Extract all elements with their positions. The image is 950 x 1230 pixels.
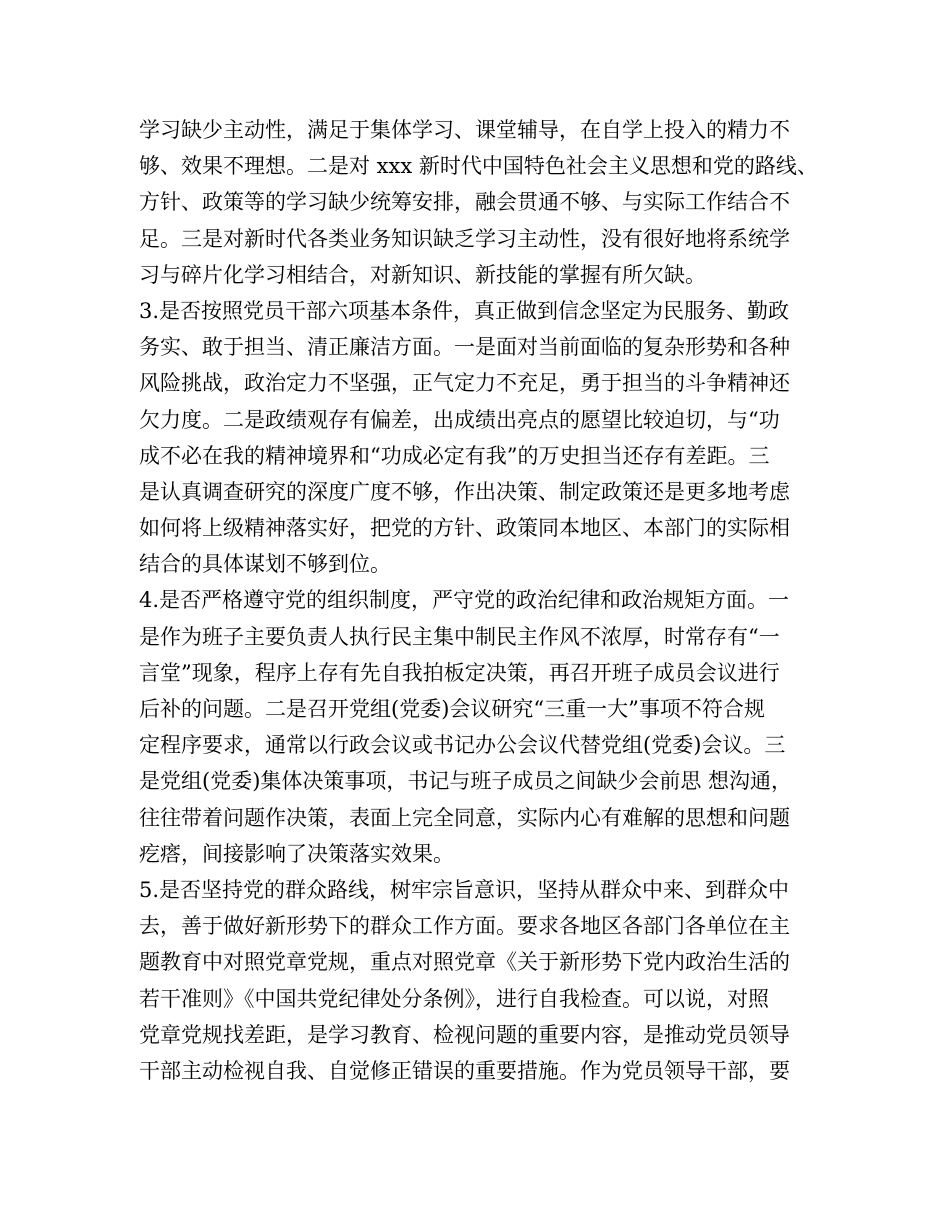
text-line: 成不必在我的精神境界和“功成必定有我”的万史担当还存有差距。三	[139, 443, 770, 468]
text-line: 是党组(党委)集体决策事项，书记与班子成员之间缺少会前思 想沟通，	[139, 769, 793, 794]
text-line: 定程序要求，通常以行政会议或书记办公会议代替党组(党委)会议。三	[139, 733, 786, 758]
text-line: 方针、政策等的学习缺少统筹安排，融会贯通不够、与实际工作结合不	[139, 190, 790, 215]
text-line: 题教育中对照党章党规，重点对照党章《关于新形势下党内政治生活的	[139, 950, 790, 975]
item-4-heading-line: 4.是否严格遵守党的组织制度，严守党的政治纪律和政治规矩方面。一	[139, 588, 790, 613]
text-line: 疙瘩，间接影响了决策落实效果。	[139, 841, 454, 866]
text-line: 言堂”现象，程序上存有先自我拍板定决策，再召开班子成员会议进行	[139, 660, 780, 685]
text-line: 去，善于做好新形势下的群众工作方面。要求各地区各部门各单位在主	[139, 914, 790, 939]
text-line: 是认真调查研究的深度广度不够，作出决策、制定政策还是更多地考虑	[139, 479, 790, 504]
text-line: 学习缺少主动性，满足于集体学习、课堂辅导，在自学上投入的精力不	[139, 118, 790, 142]
item-5-heading-line: 5.是否坚持党的群众路线，树牢宗旨意识，坚持从群众中来、到群众中	[139, 877, 790, 902]
text-line: 风险挑战，政治定力不坚强，正气定力不充足，勇于担当的斗争精神还	[139, 371, 790, 396]
document-body	[139, 112, 829, 1089]
text-line: 若干准则》《中国共党纪律处分条例》，进行自我检查。可以说，对照	[139, 986, 769, 1011]
text-line: 如何将上级精神落实好，把党的方针、政策同本地区、本部门的实际相	[139, 516, 790, 541]
text-line: 足。三是对新时代各类业务知识缺乏学习主动性，没有很好地将系统学	[139, 226, 790, 251]
text-line: 干部主动检视自我、自觉修正错误的重要措施。作为党员领导干部，要	[139, 1058, 790, 1083]
text-line: 务实、敢于担当、清正廉洁方面。一是面对当前面临的复杂形势和各种	[139, 335, 790, 360]
text-line: 欠力度。二是政绩观存有偏差，出成绩出亮点的愿望比较迫切，与“功	[139, 407, 780, 432]
text-line: 够、效果不理想。二是对 xxx 新时代中国特色社会主义思想和党的路线、	[139, 154, 818, 179]
text-line: 党章党规找差距，是学习教育、检视问题的重要内容，是推动党员领导	[139, 1022, 790, 1047]
text-line: 结合的具体谋划不够到位。	[139, 552, 391, 577]
text-line: 是作为班子主要负责人执行民主集中制民主作风不浓厚，时常存有“一	[139, 624, 780, 649]
item-3-heading-line: 3.是否按照党员干部六项基本条件，真正做到信念坚定为民服务、勤政	[139, 298, 790, 323]
text-line: 往往带着问题作决策，表面上完全同意，实际内心有难解的思想和问题	[139, 805, 790, 830]
text-line: 习与碎片化学习相结合，对新知识、新技能的掌握有所欠缺。	[139, 262, 706, 287]
text-line: 后补的问题。二是召开党组(党委)会议研究“三重一大”事项不符合规	[139, 697, 765, 721]
